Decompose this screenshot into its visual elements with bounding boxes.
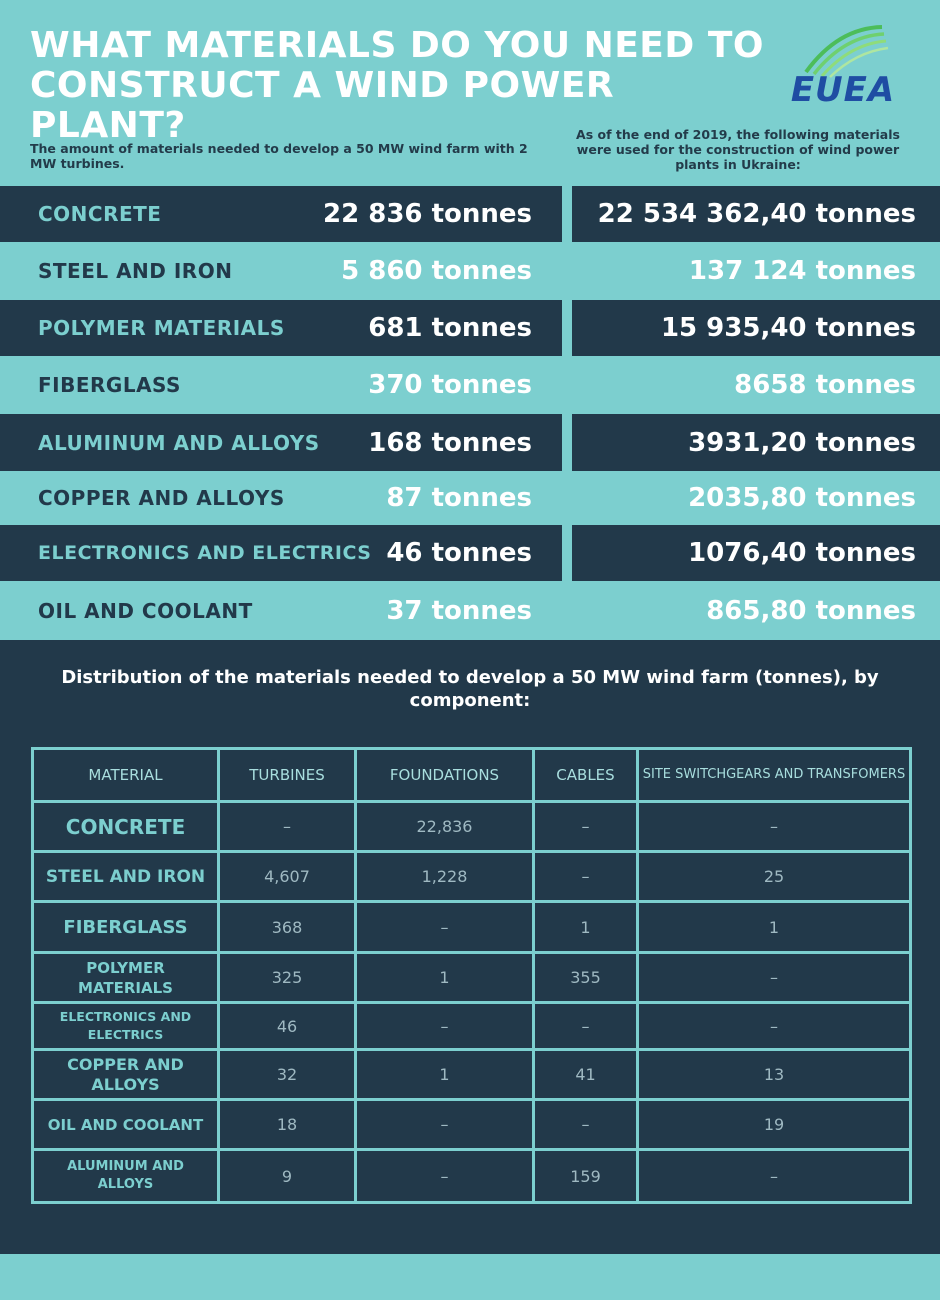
farm-amount: 370 tonnes [368,370,532,400]
switchgears-cell: 25 [638,852,911,902]
turbines-cell: 9 [219,1150,356,1203]
farm-cell [0,414,562,471]
material-name: ELECTRONICS AND ELECTRICS [38,542,372,564]
material-row [0,581,940,640]
distribution-section [0,640,940,1254]
foundations-cell: – [356,902,534,953]
ukraine-cell [572,186,940,242]
switchgears-cell: 1 [638,902,911,953]
logo-text: EUEA [790,70,896,110]
cables-cell: 1 [534,902,638,953]
farm-amount: 37 tonnes [386,595,532,626]
foundations-cell: – [356,1003,534,1050]
material-cell: CONCRETE [33,802,219,852]
farm-cell [0,186,562,242]
header-cables: CABLES [534,749,638,802]
cables-cell: 41 [534,1050,638,1100]
material-cell: ELECTRONICS AND ELECTRICS [33,1003,219,1050]
switchgears-cell: – [638,1150,911,1203]
ukraine-cell [572,471,940,525]
cables-cell: 159 [534,1150,638,1203]
turbines-cell: 4,607 [219,852,356,902]
table-row [33,802,911,852]
header-foundations: FOUNDATIONS [356,749,534,802]
turbines-cell: 325 [219,953,356,1003]
switchgears-cell: – [638,802,911,852]
material-row [0,471,940,525]
farm-cell [0,300,562,356]
material-cell: COPPER AND ALLOYS [33,1050,219,1100]
ukraine-cell [572,414,940,471]
ukraine-amount: 8658 tonnes [734,370,916,400]
table-row [33,1050,911,1100]
farm-cell [0,581,562,640]
header-turbines: TURBINES [219,749,356,802]
table-row [33,852,911,902]
foundations-cell: 1,228 [356,852,534,902]
cables-cell: – [534,1100,638,1150]
turbines-cell: – [219,802,356,852]
wind-farm-subtitle: The amount of materials needed to develop a 50 MW wind farm with 2 MW turbines. [30,141,528,171]
farm-cell [0,356,562,414]
ukraine-cell [572,300,940,356]
material-cell: OIL AND COOLANT [33,1100,219,1150]
cables-cell: – [534,802,638,852]
material-row [0,525,940,581]
material-cell: POLYMER MATERIALS [33,953,219,1003]
ukraine-amount: 2035,80 tonnes [688,483,916,513]
foundations-cell: – [356,1150,534,1203]
ukraine-subtitle: As of the end of 2019, the following materials were used for the construction of wind power plants in Ukraine: [576,127,900,172]
materials-overview [0,0,940,640]
cables-cell: – [534,852,638,902]
material-name: POLYMER MATERIALS [38,316,285,340]
material-name: FIBERGLASS [38,373,181,397]
material-cell: ALUMINUM AND ALLOYS [33,1150,219,1203]
material-name: ALUMINUM AND ALLOYS [38,430,320,455]
table-row [33,953,911,1003]
material-cell: FIBERGLASS [33,902,219,953]
material-row [0,356,940,414]
turbines-cell: 32 [219,1050,356,1100]
switchgears-cell: – [638,953,911,1003]
farm-amount: 5 860 tonnes [341,256,532,286]
farm-amount: 168 tonnes [368,427,532,458]
material-row [0,242,940,300]
euea-logo [778,24,908,110]
switchgears-cell: 13 [638,1050,911,1100]
foundations-cell: 1 [356,1050,534,1100]
distribution-table [31,747,912,1204]
farm-amount: 46 tonnes [386,538,532,568]
ukraine-amount: 137 124 tonnes [688,256,916,286]
ukraine-amount: 865,80 tonnes [706,595,916,626]
ukraine-amount: 22 534 362,40 tonnes [597,199,916,229]
ukraine-amount: 1076,40 tonnes [688,538,916,568]
table-header-row [33,749,911,802]
ukraine-cell [572,356,940,414]
material-name: CONCRETE [38,202,162,226]
farm-amount: 87 tonnes [386,483,532,513]
farm-cell [0,242,562,300]
ukraine-amount: 15 935,40 tonnes [660,313,916,343]
farm-cell [0,525,562,581]
page-title: WHAT MATERIALS DO YOU NEED TO CONSTRUCT A WIND POWER PLANT? [30,25,764,146]
farm-amount: 22 836 tonnes [323,199,532,229]
switchgears-cell: 19 [638,1100,911,1150]
switchgears-cell: – [638,1003,911,1050]
material-cell: STEEL AND IRON [33,852,219,902]
distribution-title: Distribution of the materials needed to develop a 50 MW wind farm (tonnes), by component: [61,667,879,711]
table-row [33,1150,911,1203]
material-name: OIL AND COOLANT [38,598,253,623]
ukraine-cell [572,242,940,300]
cables-cell: – [534,1003,638,1050]
foundations-cell: – [356,1100,534,1150]
table-row [33,902,911,953]
turbines-cell: 18 [219,1100,356,1150]
foundations-cell: 22,836 [356,802,534,852]
material-name: COPPER AND ALLOYS [38,486,285,510]
material-row [0,186,940,242]
header-switchgears: SITE SWITCHGEARS AND TRANSFOMERS [638,749,911,802]
table-row [33,1100,911,1150]
foundations-cell: 1 [356,953,534,1003]
header-material: MATERIAL [33,749,219,802]
cables-cell: 355 [534,953,638,1003]
ukraine-cell [572,525,940,581]
table-row [33,1003,911,1050]
turbines-cell: 46 [219,1003,356,1050]
farm-cell [0,471,562,525]
farm-amount: 681 tonnes [368,313,532,343]
material-row [0,414,940,471]
turbines-cell: 368 [219,902,356,953]
ukraine-amount: 3931,20 tonnes [688,427,916,458]
ukraine-cell [572,581,940,640]
material-name: STEEL AND IRON [38,259,233,283]
material-row [0,300,940,356]
